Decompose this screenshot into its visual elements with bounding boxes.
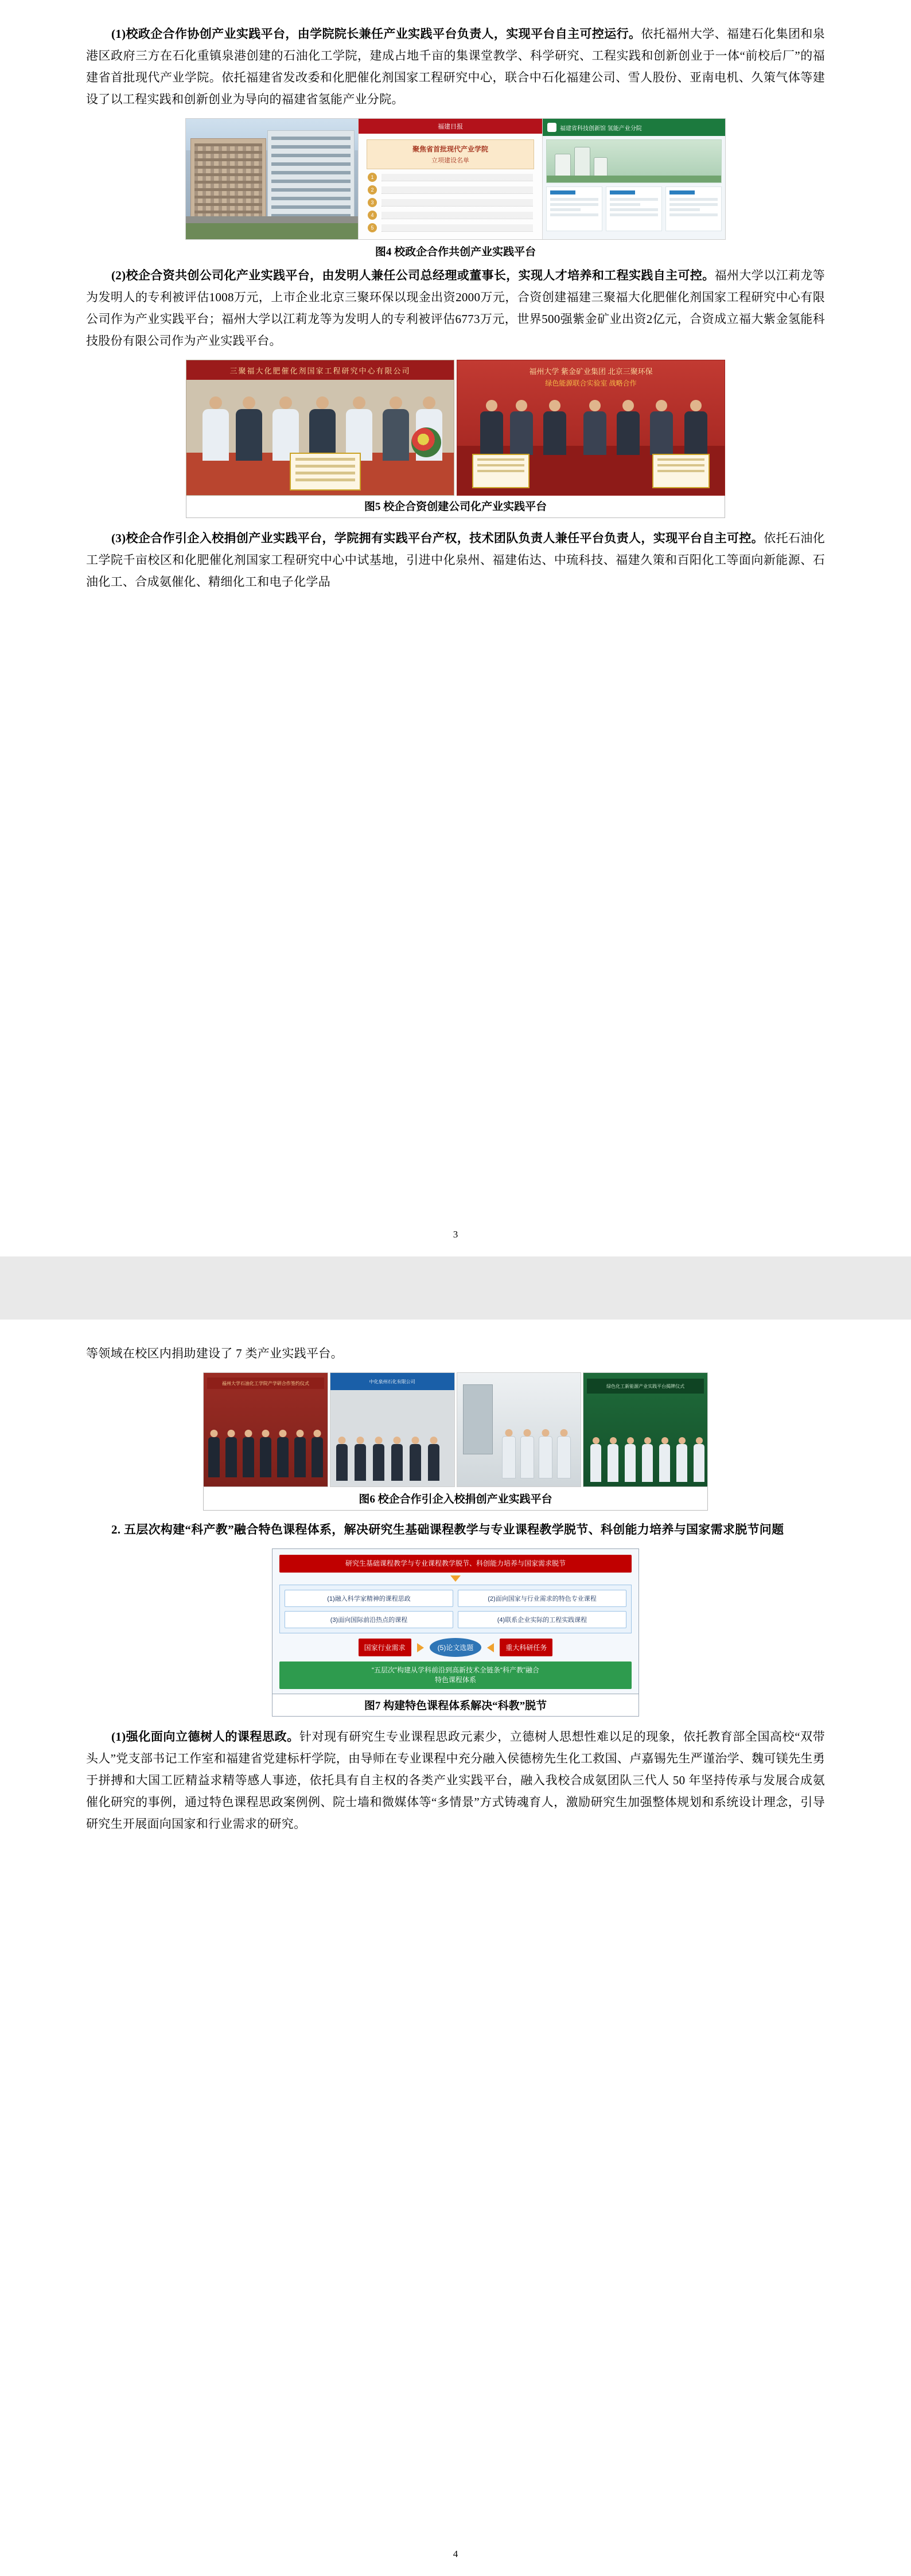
person-head — [279, 396, 292, 409]
person-head — [297, 1430, 304, 1437]
paragraph-5 — [86, 1726, 825, 1835]
paragraph-1-lead: (1)校政企合作协创产业实践平台，由学院院长兼任产业实践平台负责人，实现平台自主可控运行。 — [111, 27, 641, 41]
figure-4-caption: 图4 校政企合作共创产业实践平台 — [375, 246, 536, 258]
paragraph-2 — [86, 264, 825, 352]
person-head — [644, 1437, 651, 1444]
figure-6-photo-4 — [583, 1372, 708, 1487]
tank-icon — [555, 154, 571, 178]
figure-6-caption-box — [203, 1487, 708, 1511]
person-head — [356, 1437, 364, 1444]
diagram-thesis-row — [279, 1638, 632, 1657]
figure-6-image — [203, 1372, 708, 1487]
diagram-course-row-1 — [285, 1590, 626, 1607]
backdrop-line-2: 绿色能源联合实验室 战略合作 — [545, 379, 637, 387]
figure-5-caption-box — [186, 495, 725, 518]
person-head — [656, 400, 667, 411]
page-number-2: 4 — [453, 2548, 458, 2559]
person-head — [690, 400, 702, 411]
list-number: 2 — [368, 185, 377, 194]
figure-7-caption-box — [272, 1694, 639, 1717]
person — [410, 1444, 421, 1481]
diagram-course-cell-2: (2)面向国家与行业需求的特色专业课程 — [458, 1590, 626, 1607]
text-line — [550, 208, 581, 211]
section-heading-2: 2. 五层次构建“科产教”融合特色课程体系，解决研究生基础课程教学与专业课程教学脱节、科创能力培养与国家需求脱节问题 — [111, 1523, 784, 1536]
arrow-down-icon — [450, 1575, 461, 1582]
diagram-course-cell-3: (3)面向国际前沿热点的课程 — [285, 1611, 453, 1628]
website-columns — [546, 186, 722, 231]
website-column — [546, 186, 602, 231]
figure-4-panel-newspaper — [358, 119, 542, 239]
document-line — [295, 478, 355, 481]
list-text-placeholder — [381, 212, 533, 219]
lab-door — [463, 1384, 493, 1454]
person-head — [661, 1437, 668, 1444]
person — [355, 1444, 366, 1481]
person — [383, 409, 409, 461]
person — [277, 1437, 289, 1477]
newspaper-list-item — [368, 198, 533, 207]
person-head — [279, 1430, 287, 1437]
person-head — [338, 1437, 345, 1444]
figure-4-image — [185, 118, 726, 240]
business-license-document — [652, 454, 710, 488]
figure-5-panel-signing-ceremony — [186, 360, 454, 496]
person — [583, 411, 606, 455]
people-row — [204, 1431, 328, 1477]
diagram-problem-box: 研究生基础课程教学与专业课程教学脱节、科创能力培养与国家需求脱节 — [279, 1555, 632, 1573]
ceremony-banner-text: 三聚福大化肥催化剂国家工程研究中心有限公司 — [186, 360, 454, 380]
person-head — [593, 1437, 599, 1444]
person-head — [622, 400, 634, 411]
lawn — [186, 223, 358, 239]
text-line — [610, 213, 658, 216]
newspaper-title-line-1: 聚焦省首批现代产业学院 — [412, 145, 488, 153]
page-number-1: 3 — [453, 1229, 458, 1240]
website-header-title: 福建省科技创新馆 氢能产业分院 — [560, 125, 642, 132]
page-separator — [0, 1256, 911, 1320]
person-head — [627, 1437, 634, 1444]
website-column — [665, 186, 722, 231]
column-heading-bar — [550, 190, 575, 194]
person — [336, 1444, 348, 1481]
list-number: 1 — [368, 173, 377, 182]
flower-arrangement — [411, 427, 441, 457]
photo-banner: 中化泉州石化有限公司 — [330, 1373, 454, 1390]
document-page-1 — [0, 0, 911, 1256]
person — [510, 411, 533, 455]
person — [225, 1437, 237, 1477]
newspaper-list-item — [368, 185, 533, 194]
document-line — [657, 470, 704, 472]
paragraph-1 — [86, 23, 825, 110]
person-head — [523, 1429, 531, 1437]
text-line — [669, 203, 718, 206]
person — [428, 1444, 439, 1481]
person-head — [353, 396, 365, 409]
figure-6-photo-1 — [203, 1372, 328, 1487]
text-line — [669, 208, 700, 211]
person — [590, 1444, 601, 1482]
person — [312, 1437, 323, 1477]
paragraph-2-lead: (2)校企合资共创公司化产业实践平台，由发明人兼任公司总经理或董事长，实现人才培养和工程实践自主可控。 — [111, 269, 715, 282]
document-line — [477, 458, 524, 461]
document-line — [295, 458, 355, 461]
person-head — [679, 1437, 686, 1444]
newspaper-list-item — [368, 211, 533, 220]
person — [203, 409, 229, 461]
person-head — [209, 396, 222, 409]
paragraph-3 — [86, 527, 825, 593]
person — [659, 1444, 670, 1482]
paragraph-2-body: 福州大学以江莉龙等为发明人的专利被评估1008万元，上市企业北京三聚环保以现金出资2000万元，合资创建福建三聚福大化肥催化剂国家工程研究中心有限公司作为产业实践平台；福州大学以江莉龙等为发明人的专利被评估6773万元，世界500强紫金矿业出资2亿元，合资成立福大紫金氢能科技股份有限公司作为产业实践平台。 — [86, 269, 826, 348]
diagram-outcome-line-2: 特色课程体系 — [434, 1676, 476, 1684]
photo-banner: 绿色化工新能源产业实践平台揭牌仪式 — [587, 1379, 704, 1394]
document-page-2 — [0, 1320, 911, 2576]
person-head — [375, 1437, 382, 1444]
text-line — [550, 203, 598, 206]
person-head — [411, 1437, 419, 1444]
list-text-placeholder — [381, 224, 533, 232]
paragraph-3-body: 依托石油化工学院千亩校区和化肥催化剂国家工程研究中心中试基地，引进中化泉州、福建佑达、中琉科技、福建久策和百阳化工等面向新能源、石油化工、合成氨催化、精细化工和电子化学品 — [86, 531, 826, 589]
newspaper-list-item — [368, 173, 533, 182]
arrow-right-icon — [417, 1643, 424, 1652]
person — [676, 1444, 687, 1482]
person-head — [516, 400, 527, 411]
person-head — [549, 400, 560, 411]
person — [684, 411, 707, 455]
person — [480, 411, 503, 455]
site-logo-icon — [547, 123, 556, 132]
figure-5-image — [186, 360, 725, 495]
person — [294, 1437, 306, 1477]
person — [625, 1444, 636, 1482]
figure-5-panel-strategic-cooperation — [457, 360, 725, 496]
diagram-course-cell-1: (1)融入科学家精神的课程思政 — [285, 1590, 453, 1607]
figure-4-block — [86, 118, 825, 259]
text-line — [550, 213, 598, 216]
person — [617, 411, 640, 455]
person-head — [262, 1430, 270, 1437]
figure-7-block — [86, 1548, 825, 1717]
document-line — [657, 464, 704, 466]
website-header — [543, 119, 725, 136]
text-line — [550, 198, 598, 201]
paragraph-5-lead: (1)强化面向立德树人的课程思政。 — [111, 1730, 299, 1744]
figure-7-diagram — [272, 1548, 639, 1694]
person — [608, 1444, 618, 1482]
document-line — [295, 465, 355, 468]
tank-icon — [574, 147, 590, 178]
figure-4-panel-campus-photo — [186, 119, 358, 239]
figure-6-photo-2 — [330, 1372, 455, 1487]
diagram-outcome-box — [279, 1661, 632, 1689]
figure-5-block — [86, 360, 825, 518]
backdrop-text — [457, 366, 725, 389]
column-heading-bar — [610, 190, 635, 194]
person — [557, 1436, 571, 1478]
list-number: 3 — [368, 198, 377, 207]
figure-5-caption: 图5 校企合资创建公司化产业实践平台 — [364, 501, 547, 513]
website-column — [606, 186, 662, 231]
text-line — [610, 198, 658, 201]
diagram-major-research-box: 重大科研任务 — [500, 1639, 552, 1656]
text-line — [610, 208, 658, 211]
newspaper-list-item — [368, 223, 533, 232]
person-head — [505, 1429, 512, 1437]
column-heading-bar — [669, 190, 695, 194]
person-head — [610, 1437, 617, 1444]
person-head — [486, 400, 497, 411]
figure-4-panel-website — [542, 119, 725, 239]
building-right — [267, 130, 355, 226]
diagram-course-row-2 — [285, 1611, 626, 1628]
text-line — [669, 198, 718, 201]
document-line — [477, 464, 524, 466]
person-head — [430, 1437, 437, 1444]
person — [539, 1436, 552, 1478]
document-line — [477, 470, 524, 472]
paragraph-5-body: 针对现有研究生专业课程思政元素少，立德树人思想性难以足的现象，依托教育部全国高校“双带头人”党支部书记工作室和福建省党建标杆学院，由导师在专业课程中充分融入侯德榜先生化工救国、卢嘉锡先生严谨治学、魏可镁先生勇于拼搏和大国工匠精益求精等感人事迹，依托具有自主权的各类产业实践平台，融入我校合成氨团队三代人 50 年坚持传承与发展合成氨催化研究的事例，通过特色课程思政案例例、院士墙和微媒体等“多情景”方式铸魂育人，激励研究生加强整体规划和系统设计理念，引导研究生开展面向国家和行业需求的研究。 — [86, 1730, 826, 1831]
list-text-placeholder — [381, 186, 533, 194]
paragraph-3-lead: (3)校企合作引企入校捐创产业实践平台，学院拥有实践平台产权，技术团队负责人兼任平台负责人，实现平台自主可控。 — [111, 531, 764, 545]
person-head — [696, 1437, 703, 1444]
person — [208, 1437, 220, 1477]
list-number: 4 — [368, 211, 377, 220]
newspaper-masthead: 福建日报 — [359, 119, 542, 134]
list-text-placeholder — [381, 199, 533, 207]
person-head — [423, 396, 435, 409]
person-head — [228, 1430, 235, 1437]
figure-7-caption: 图7 构建特色课程体系解决“科教”脱节 — [364, 1700, 547, 1712]
list-text-placeholder — [381, 174, 533, 181]
diagram-national-demand-box: 国家行业需求 — [359, 1639, 411, 1656]
newspaper-title-box — [367, 139, 534, 169]
person — [520, 1436, 534, 1478]
text-line — [669, 213, 718, 216]
diagram-outcome-line-1: “五层次”构建从学科前沿到高新技术全链条“科产教”融合 — [372, 1666, 539, 1674]
person — [642, 1444, 653, 1482]
diagram-thesis-topic-node: (5)论文选题 — [430, 1638, 482, 1657]
building-left — [190, 138, 266, 225]
person-head — [211, 1430, 218, 1437]
person — [650, 411, 673, 455]
diagram-course-group — [279, 1585, 632, 1633]
person — [502, 1436, 516, 1478]
person-head — [390, 396, 402, 409]
person-head — [393, 1437, 400, 1444]
figure-6-block — [86, 1372, 825, 1511]
document-line — [295, 472, 355, 474]
person-head — [316, 396, 329, 409]
person — [694, 1444, 704, 1482]
business-license-document — [472, 454, 530, 488]
paragraph-1-body: 依托福州大学、福建石化集团和泉港区政府三方在石化重镇泉港创建的石油化工学院，建成占地千亩的集课堂教学、科学研究、工程实践和创新创业于一体“前校后厂”的福建省首批现代产业学院。依托福建省发改委和化肥催化剂国家工程研究中心，联合中石化福建公司、雪人股份、亚南电机、久策气体等建设了以工程实践和创新创业为导向的福建省氢能产业分院。 — [86, 27, 825, 106]
diagram-course-cell-4: (4)联系企业实际的工程实践课程 — [458, 1611, 626, 1628]
person — [260, 1437, 271, 1477]
tank-icon — [594, 157, 608, 178]
backdrop-line-1: 福州大学 紫金矿业集团 北京三聚环保 — [529, 367, 653, 376]
figure-6-caption: 图6 校企合作引企入校捐创产业实践平台 — [359, 1493, 552, 1505]
hero-ground — [547, 176, 721, 182]
person — [543, 411, 566, 455]
person-head — [542, 1429, 549, 1437]
list-number: 5 — [368, 223, 377, 232]
person — [243, 1437, 254, 1477]
newspaper-title-line-2: 立项建设名单 — [431, 157, 469, 164]
figure-6-photo-3 — [457, 1372, 582, 1487]
person — [236, 409, 262, 461]
website-hero-image — [546, 139, 722, 183]
text-line — [610, 203, 640, 206]
person-head — [560, 1429, 567, 1437]
person — [373, 1444, 384, 1481]
person — [391, 1444, 403, 1481]
business-license-document — [290, 453, 361, 491]
person-head — [245, 1430, 252, 1437]
person-head — [589, 400, 601, 411]
person-head — [314, 1430, 321, 1437]
paragraph-4: 等领域在校区内捐助建设了 7 类产业实践平台。 — [86, 1347, 343, 1360]
photo-banner: 福州大学石油化工学院产学研合作签约仪式 — [207, 1378, 324, 1389]
document-line — [657, 458, 704, 461]
person-head — [243, 396, 255, 409]
arrow-left-icon — [487, 1643, 494, 1652]
